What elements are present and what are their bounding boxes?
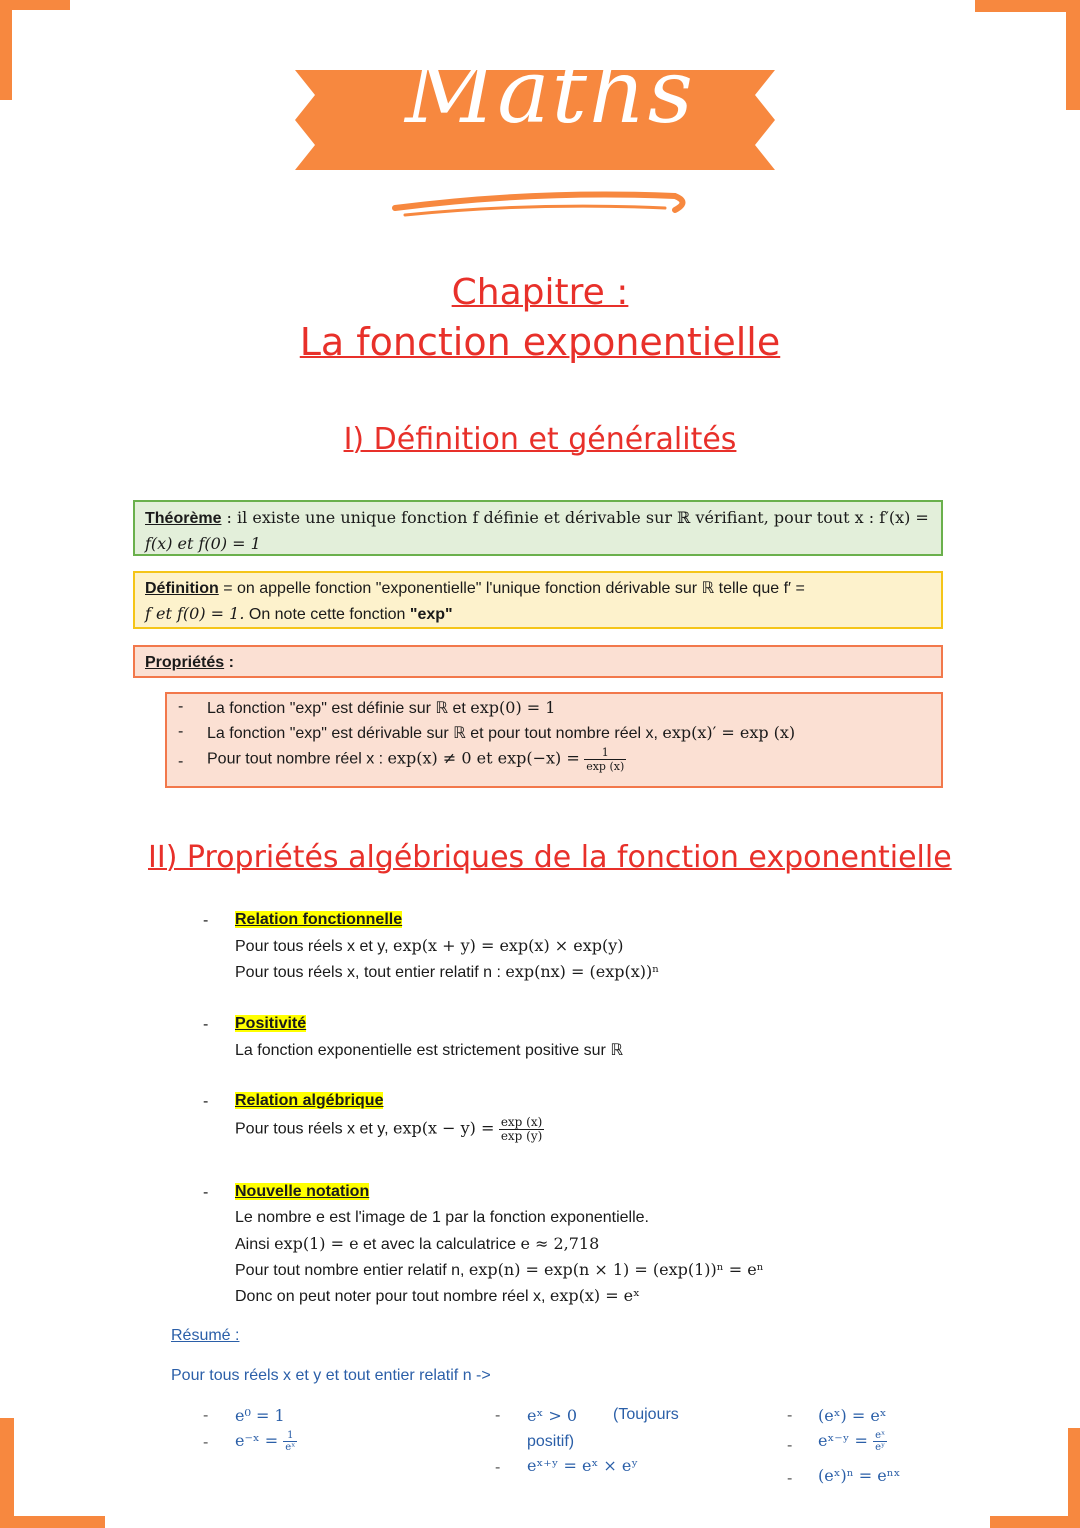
- list-bullet: -: [203, 1407, 209, 1424]
- summary-note: positif): [527, 1433, 575, 1450]
- chapter-title: La fonction exponentielle: [299, 320, 781, 364]
- item-heading: Relation fonctionnelle: [235, 911, 403, 928]
- item-heading: Nouvelle notation: [235, 1183, 370, 1200]
- fraction: $\frac{1}{\exp (x)}$: [586, 746, 625, 773]
- item-line: Ainsi exp(1) = e et avec la calculatrice e ≈ 2,718: [235, 1234, 600, 1253]
- theorem-keyword: Théorème: [145, 510, 222, 527]
- item-line: Pour tous réels x, tout entier relatif n : exp(nx) = (exp(x))ⁿ: [235, 962, 660, 981]
- item-line: Donc on peut noter pour tout nombre réel x, exp(x) = eˣ: [235, 1286, 640, 1305]
- section1-title: I) Définition et généralités: [343, 422, 737, 457]
- chapter-label: Chapitre :: [451, 272, 629, 313]
- list-bullet: -: [203, 1184, 209, 1201]
- list-bullet: -: [178, 753, 184, 770]
- summary-intro: Pour tous réels x et y et tout entier relatif n ->: [171, 1367, 491, 1384]
- list-bullet: -: [787, 1470, 793, 1487]
- summary-note: (Toujours: [613, 1406, 679, 1423]
- summary-formula: (eˣ) = eˣ: [818, 1406, 887, 1425]
- list-bullet: -: [495, 1407, 501, 1424]
- summary-formula: eˣ⁺ʸ = eˣ × eʸ: [527, 1456, 639, 1475]
- list-bullet: -: [787, 1407, 793, 1424]
- list-bullet: -: [495, 1459, 501, 1476]
- list-bullet: -: [203, 1093, 209, 1110]
- property-math: exp(x) ≠ 0 et exp(−x) =: [387, 748, 580, 768]
- corner-decoration-top-right: [975, 0, 1080, 12]
- item-heading: Relation algébrique: [235, 1092, 384, 1109]
- list-bullet: -: [787, 1437, 793, 1454]
- header-logo-text: Maths: [405, 40, 695, 143]
- fraction: $\frac{\text{eˣ}}{\text{eʸ}}$: [875, 1430, 886, 1453]
- property-item: [207, 746, 626, 773]
- property-text: Pour tout nombre réel x :: [207, 750, 388, 768]
- corner-decoration-bottom-right-v: [1068, 1428, 1080, 1528]
- summary-formula: e⁻ˣ = $\frac{1}{\text{eˣ}}$: [235, 1430, 296, 1453]
- properties-header-box: [133, 645, 943, 678]
- item-line: Pour tous réels x et y, exp(x + y) = exp(x) × exp(y): [235, 936, 624, 955]
- properties-label: Propriétés: [145, 654, 225, 671]
- item-line: Pour tout nombre entier relatif n, exp(n) = exp(n × 1) = (exp(1))ⁿ = eⁿ: [235, 1260, 764, 1279]
- property-item: [207, 698, 555, 718]
- summary-label: Résumé :: [171, 1327, 240, 1344]
- definition-box: [133, 571, 943, 629]
- list-bullet: -: [203, 912, 209, 929]
- list-bullet: -: [203, 1434, 209, 1451]
- fraction: $\frac{1}{\text{eˣ}}$: [285, 1430, 296, 1453]
- properties-colon: :: [224, 654, 234, 671]
- item-line: Pour tous réels x et y, exp(x − y) = $\frac{\exp (x)}{\exp (y)}$: [235, 1115, 543, 1143]
- list-bullet: -: [203, 1016, 209, 1033]
- definition-note: On note cette fonction: [244, 606, 410, 623]
- definition-text: = on appelle fonction "exponentielle" l'unique fonction dérivable sur ℝ telle que f′ =: [218, 580, 805, 597]
- fraction: $\frac{\exp (x)}{\exp (y)}$: [500, 1115, 543, 1143]
- property-item: [207, 723, 795, 743]
- corner-decoration-top-right-v: [1066, 0, 1080, 110]
- property-math: exp(0) = 1: [470, 698, 556, 717]
- item-heading: Positivité: [235, 1015, 307, 1032]
- corner-decoration-top-left-v: [0, 0, 12, 100]
- definition-exp: "exp": [409, 606, 453, 623]
- definition-math: f et f(0) = 1.: [145, 604, 245, 623]
- item-line: La fonction exponentielle est strictement positive sur ℝ: [235, 1042, 623, 1059]
- item-line: Le nombre e est l'image de 1 par la fonction exponentielle.: [235, 1209, 649, 1226]
- theorem-text-line2: f(x) et f(0) = 1: [145, 534, 261, 553]
- corner-decoration-bottom-left-v: [0, 1418, 14, 1528]
- list-bullet: -: [178, 698, 184, 715]
- corner-decoration-bottom-left: [0, 1516, 105, 1528]
- property-text: La fonction "exp" est dérivable sur ℝ et pour tout nombre réel x,: [207, 725, 663, 742]
- theorem-text: : il existe une unique fonction f définie et dérivable sur ℝ vérifiant, pour tout x : f′(x) =: [221, 508, 929, 527]
- theorem-box: [133, 500, 943, 556]
- section2-title: II) Propriétés algébriques de la fonction exponentielle: [148, 840, 952, 875]
- definition-keyword: Définition: [145, 580, 219, 597]
- corner-decoration-bottom-right: [990, 1516, 1080, 1528]
- summary-formula: (eˣ)ⁿ = eⁿˣ: [818, 1466, 901, 1485]
- list-bullet: -: [178, 723, 184, 740]
- property-text: La fonction "exp" est définie sur ℝ et: [207, 700, 471, 717]
- summary-formula: eˣ⁻ʸ = $\frac{\text{eˣ}}{\text{eʸ}}$: [818, 1430, 886, 1453]
- summary-formula: eˣ > 0: [527, 1406, 578, 1425]
- property-math: exp(x)′ = exp (x): [662, 723, 796, 742]
- summary-formula: e⁰ = 1: [235, 1406, 285, 1425]
